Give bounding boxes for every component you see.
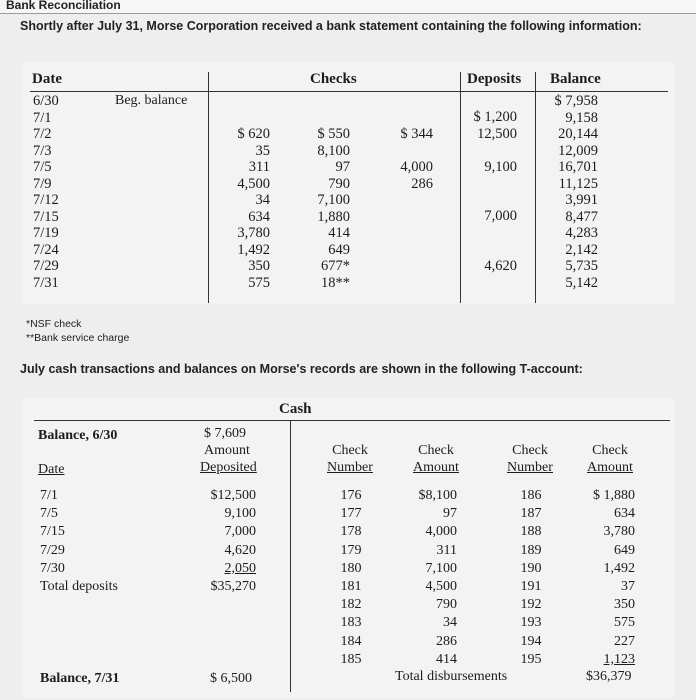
check-number-cell: 194 [520, 633, 542, 649]
check-number-cell: 191 [520, 579, 542, 595]
check-cell: 575 [248, 274, 270, 291]
bank-charge-note: **Bank service charge [26, 332, 130, 344]
check-number-cell: 179 [340, 542, 362, 558]
balance-731-label: Balance, 7/31 [40, 671, 120, 686]
check-number-cell: 181 [340, 579, 362, 595]
date-cell: 6/30 [33, 93, 59, 109]
date-cell: 7/15 [33, 208, 59, 225]
balance-630-value: $ 7,609 [204, 426, 246, 441]
header-rule [30, 91, 668, 92]
check-number-cell: 195 [520, 651, 542, 667]
check-cell: 1,492 [237, 241, 270, 258]
rule-deposits-left [460, 72, 461, 303]
cash-title: Cash [279, 401, 312, 417]
total-disbursements-label: Total disbursements [395, 669, 508, 684]
deposit-cell [462, 192, 517, 209]
deposit-date-cell: 7/30 [40, 560, 65, 576]
check-number-cell: 180 [340, 560, 362, 576]
deposit-cell [462, 175, 517, 192]
checks-column-1 [212, 126, 270, 291]
check-amount-cell: 3,780 [603, 524, 635, 540]
deposit-amount-cell: $12,500 [210, 488, 256, 503]
number-header-1: Number [327, 460, 373, 475]
balance-cell: 8,477 [565, 208, 598, 225]
date-cell: 7/9 [33, 175, 52, 192]
check-cell: 35 [255, 142, 270, 159]
deposit-cell: 9,100 [484, 158, 517, 175]
nsf-note: *NSF check [26, 318, 82, 330]
balance-cell: $ 7,958 [554, 93, 598, 109]
deposit-cell [462, 241, 517, 258]
check-cell [375, 143, 433, 160]
rule-balance-left [535, 72, 536, 303]
date-cell: 7/19 [33, 225, 59, 241]
check-amount-cell: 649 [614, 542, 635, 558]
check-number-cell: 186 [520, 488, 542, 503]
check-cell: 97 [335, 159, 350, 175]
deposit-date-cell: 7/5 [40, 506, 58, 522]
deposit-cell [462, 225, 517, 242]
date-cell: 7/1 [33, 109, 52, 126]
date-cell: 7/3 [33, 142, 52, 159]
check-number-cell: 192 [520, 597, 542, 613]
balance-cell: 5,735 [565, 258, 598, 274]
deposit-amounts-column [198, 487, 256, 596]
check-cell: $ 344 [400, 126, 433, 142]
col-header-date: Date [32, 71, 62, 87]
deposit-amount-cell: 7,000 [224, 524, 256, 540]
balance-731-value: $ 6,500 [210, 671, 252, 686]
check-cell: 350 [248, 258, 270, 274]
balance-cell: 9,158 [565, 109, 598, 126]
check-amount-cell: 227 [614, 633, 635, 649]
check-number-cell: 187 [520, 506, 542, 522]
deposit-amount-cell: 2,050 [224, 560, 256, 576]
check-cell: 677* [321, 258, 350, 274]
check-number-cell: 178 [340, 524, 362, 540]
check-cell: 311 [248, 159, 270, 175]
deposit-date-cell: 7/15 [40, 524, 65, 540]
check-cell: 1,880 [317, 208, 350, 225]
check-number-cell: 190 [520, 560, 542, 576]
date-cell: 7/2 [33, 126, 52, 142]
check-cell: $ 550 [317, 126, 350, 142]
balance-cell: 16,701 [558, 159, 598, 175]
check-cell: 286 [411, 175, 433, 192]
cash-intro-text: July cash transactions and balances on Morse's records are shown in the following T-account: [20, 362, 583, 376]
check-cell: 414 [328, 225, 350, 241]
check-amount-cell: 4,500 [425, 579, 457, 595]
balance-cell: 12,009 [558, 142, 598, 159]
check-amounts-column-2 [578, 487, 635, 669]
total-disbursements-value: $36,379 [586, 669, 632, 684]
check-amount-cell: 414 [436, 651, 457, 667]
date-cell: 7/12 [33, 192, 59, 208]
check-header-4: Check [592, 443, 628, 458]
date-cell: 7/24 [33, 241, 59, 258]
check-amount-cell: 4,000 [425, 524, 457, 540]
deposit-dates-column [40, 487, 140, 596]
rule-checks-left [208, 72, 209, 303]
number-header-2: Number [507, 460, 553, 475]
check-amount-cell: $ 1,880 [593, 488, 635, 503]
deposited-header: Deposited [200, 460, 257, 475]
check-amount-cell: 575 [614, 615, 635, 631]
balance-cell: 5,142 [565, 274, 598, 291]
total-deposits-value: $35,270 [210, 579, 256, 595]
check-amounts-column-1 [400, 487, 457, 669]
check-numbers-column-1 [326, 487, 376, 669]
check-amount-cell: 7,100 [425, 560, 457, 576]
col-header-checks: Checks [310, 71, 357, 87]
checks-column-3 [375, 126, 433, 192]
total-deposits-label: Total deposits [40, 579, 118, 595]
check-cell: 3,780 [237, 225, 270, 241]
check-amount-cell: 286 [436, 633, 457, 649]
check-cell: 4,000 [400, 159, 433, 175]
check-cell: 790 [328, 175, 350, 192]
check-amount-cell: 97 [443, 506, 457, 522]
deposit-amount-cell: 4,620 [224, 542, 256, 558]
t-account-center-rule [290, 420, 291, 692]
check-header-3: Check [512, 443, 548, 458]
check-amount-cell: 1,492 [603, 560, 635, 576]
check-amount-cell: 311 [436, 542, 457, 558]
check-cell: 18** [321, 274, 350, 291]
t-account-top-rule [34, 420, 670, 421]
deposit-cell: $ 1,200 [473, 109, 517, 125]
deposit-cell: 7,000 [484, 208, 517, 224]
balance-630-label: Balance, 6/30 [38, 428, 118, 443]
check-number-cell: 183 [340, 615, 362, 631]
check-number-cell: 184 [340, 633, 362, 649]
checks-column-2 [288, 126, 350, 291]
check-amount-cell: 34 [443, 615, 457, 631]
check-cell: 7,100 [317, 192, 350, 208]
check-amount-cell: 350 [614, 597, 635, 613]
beg-balance-label: Beg. balance [115, 93, 188, 108]
check-cell: 4,500 [237, 175, 270, 192]
deposits-column [462, 109, 517, 274]
check-number-cell: 177 [340, 506, 362, 522]
deposit-date-cell: 7/29 [40, 542, 65, 558]
col-header-balance: Balance [550, 71, 601, 87]
check-amount-cell: $8,100 [418, 488, 457, 503]
check-amount-cell: 1,123 [603, 651, 635, 667]
dates-column [33, 93, 83, 291]
check-number-cell: 193 [520, 615, 542, 631]
amount-header-2: Amount [587, 460, 633, 475]
amount-header: Amount [204, 443, 250, 458]
balance-cell: 2,142 [565, 241, 598, 258]
date-cell: 7/5 [33, 159, 52, 175]
check-number-cell: 189 [520, 542, 542, 558]
balance-cell: 20,144 [558, 126, 598, 142]
check-number-cell: 176 [340, 488, 362, 503]
check-number-cell: 185 [340, 651, 362, 667]
check-cell: 634 [248, 208, 270, 225]
deposit-cell: 4,620 [484, 257, 517, 274]
deposit-amount-cell: 9,100 [224, 506, 256, 522]
check-amount-cell: 790 [436, 597, 457, 613]
check-cell: 8,100 [317, 142, 350, 159]
col-header-deposits: Deposits [467, 71, 522, 87]
check-cell: $ 620 [237, 126, 270, 142]
balance-cell: 3,991 [565, 192, 598, 208]
check-header-1: Check [332, 443, 368, 458]
date-cell: 7/29 [33, 258, 59, 274]
deposit-cell: 12,500 [477, 125, 517, 142]
page-title: Bank Reconciliation [6, 0, 121, 12]
balance-cell: 11,125 [558, 175, 598, 192]
check-amount-cell: 37 [621, 579, 635, 595]
deposit-date-cell: 7/1 [40, 488, 58, 503]
check-header-2: Check [418, 443, 454, 458]
check-cell: 34 [255, 192, 270, 208]
balances-column [540, 93, 598, 291]
check-number-cell: 188 [520, 524, 542, 540]
check-cell: 649 [328, 241, 350, 258]
balance-cell: 4,283 [565, 225, 598, 241]
check-amount-cell: 634 [614, 506, 635, 522]
deposit-cell [462, 142, 517, 159]
date-header: Date [38, 462, 65, 477]
amount-header-1: Amount [413, 460, 459, 475]
date-cell: 7/31 [33, 274, 59, 291]
check-numbers-column-2 [506, 487, 556, 669]
intro-text: Shortly after July 31, Morse Corporation received a bank statement containing the following information: [20, 19, 642, 33]
check-number-cell: 182 [340, 597, 362, 613]
